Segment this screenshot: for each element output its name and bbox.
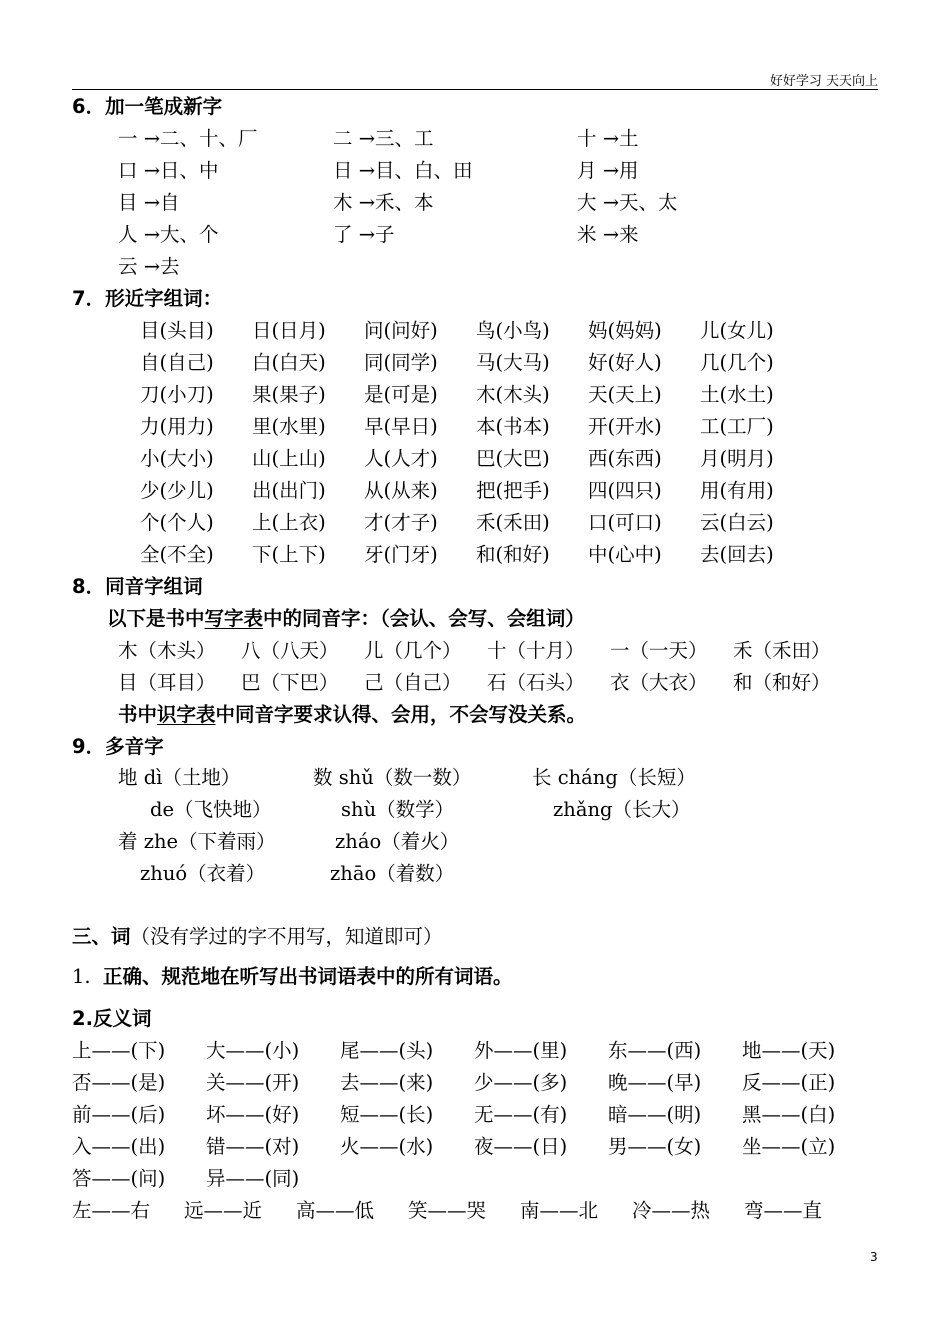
table-cell: 人 →大、个	[118, 223, 219, 246]
antonym-pair: 短——(长)	[340, 1103, 434, 1126]
table-cell: 目（耳目）	[118, 671, 216, 694]
note-text: 中同音字要求认得、会用，不会写没关系。	[215, 703, 587, 726]
table-cell: 自(自己)	[140, 351, 214, 374]
antonym-pair: 反——(正)	[742, 1071, 836, 1094]
header-rule	[72, 89, 878, 90]
table-cell: 本(书本)	[476, 415, 550, 438]
polyphone-entry: zháo（着火）	[335, 830, 460, 853]
table-cell: 目 →自	[118, 191, 180, 214]
intro-text: 以下是书中	[107, 607, 205, 630]
part-3-title: 三、词	[72, 925, 131, 948]
antonym-pair: 关——(开)	[206, 1071, 300, 1094]
antonym-pair: 坏——(好)	[206, 1103, 300, 1126]
intro-underlined-term: 写字表	[204, 607, 264, 630]
polyphone-entry: 着 zhe（下着雨）	[118, 830, 276, 853]
table-cell: 上(上衣)	[252, 511, 326, 534]
antonym-pair: 去——(来)	[340, 1071, 434, 1094]
table-cell: 和(和好)	[476, 543, 550, 566]
table-cell: 一（一天）	[610, 639, 708, 662]
table-cell: 月(明月)	[700, 447, 774, 470]
table-cell: 果(果子)	[252, 383, 326, 406]
table-cell: 石（石头）	[487, 671, 585, 694]
antonym-pair: 火——(水)	[340, 1135, 434, 1158]
intro-text: 中的同音字：（会认、会写、会组词）	[263, 607, 585, 630]
antonym-pair: 否——(是)	[72, 1071, 166, 1094]
polyphone-entry: zhǎng（长大）	[553, 798, 691, 821]
antonym-pair: 冷——热	[632, 1199, 711, 1222]
table-cell: 一 →二、十、厂	[118, 127, 258, 150]
table-cell: 日(日月)	[252, 319, 326, 342]
antonym-pair: 高——低	[296, 1199, 375, 1222]
polyphone-entry: 地 dì（土地）	[118, 766, 241, 789]
table-cell: 工(工厂)	[700, 415, 774, 438]
table-cell: 少(少儿)	[140, 479, 214, 502]
table-cell: 鸟(小鸟)	[476, 319, 550, 342]
table-cell: 八（八天）	[241, 639, 339, 662]
section-8-title: 8．同音字组词	[72, 575, 203, 598]
table-cell: 木（木头）	[118, 639, 216, 662]
table-cell: 出(出门)	[252, 479, 326, 502]
table-cell: 是(可是)	[364, 383, 438, 406]
point-1	[72, 965, 513, 989]
point-1-number: 1.	[72, 965, 91, 988]
antonym-pair: 夜——(日)	[474, 1135, 568, 1158]
antonym-pair: 笑——哭	[408, 1199, 487, 1222]
table-cell: 四(四只)	[588, 479, 662, 502]
antonym-pair: 错——(对)	[206, 1135, 300, 1158]
table-cell: 衣（大衣）	[610, 671, 708, 694]
table-cell: 人(人才)	[364, 447, 438, 470]
table-cell: 天(天上)	[588, 383, 662, 406]
table-cell: 口 →日、中	[118, 159, 219, 182]
antonym-pair: 弯——直	[744, 1199, 823, 1222]
table-cell: 马(大马)	[476, 351, 550, 374]
antonym-pair: 尾——(头)	[340, 1039, 434, 1062]
table-cell: 云 →去	[118, 255, 180, 278]
table-cell: 开(开水)	[588, 415, 662, 438]
polyphone-entry: zhāo（着数）	[330, 862, 455, 885]
antonym-pair: 上——(下)	[72, 1039, 166, 1062]
polyphone-entry: 数 shǔ（数一数）	[313, 766, 472, 789]
table-cell: 牙(门牙)	[364, 543, 438, 566]
table-cell: 早(早日)	[364, 415, 438, 438]
antonym-pair: 地——(天)	[742, 1039, 836, 1062]
section-8-intro	[107, 607, 585, 631]
table-cell: 才(才子)	[364, 511, 438, 534]
antonym-pair: 大——(小)	[206, 1039, 300, 1062]
polyphone-entry: shù（数学）	[341, 798, 455, 821]
antonym-pair: 答——(问)	[72, 1167, 166, 1190]
page-number: 3	[870, 1250, 878, 1264]
table-cell: 土(水土)	[700, 383, 774, 406]
table-cell: 巴（下巴）	[241, 671, 339, 694]
table-cell: 力(用力)	[140, 415, 214, 438]
table-cell: 和（和好）	[733, 671, 831, 694]
table-cell: 刀(小刀)	[140, 383, 214, 406]
section-7-title: 7．形近字组词：	[72, 287, 223, 310]
table-cell: 了 →子	[333, 223, 395, 246]
table-cell: 日 →目、白、田	[333, 159, 473, 182]
antonym-pair: 黑——(白)	[742, 1103, 836, 1126]
table-cell: 里(水里)	[252, 415, 326, 438]
table-cell: 下(上下)	[252, 543, 326, 566]
table-cell: 十（十月）	[487, 639, 585, 662]
table-cell: 好(好人)	[588, 351, 662, 374]
note-underlined-term: 识字表	[157, 703, 216, 726]
antonym-pair: 坐——(立)	[742, 1135, 836, 1158]
section-6-title: 6．加一笔成新字	[72, 95, 223, 118]
point-2-title: 2.反义词	[72, 1007, 152, 1030]
antonym-pair: 入——(出)	[72, 1135, 166, 1158]
table-cell: 己（自己）	[364, 671, 462, 694]
polyphone-entry: 长 cháng（长短）	[532, 766, 696, 789]
table-cell: 木 →禾、本	[333, 191, 434, 214]
table-cell: 儿(女儿)	[700, 319, 774, 342]
table-cell: 禾(禾田)	[476, 511, 550, 534]
table-cell: 大 →天、太	[577, 191, 678, 214]
antonym-pair: 左——右	[72, 1199, 151, 1222]
header-text: 好好学习 天天向上	[769, 74, 878, 89]
point-1-text: 正确、规范地在听写出书词语表中的所有词语。	[103, 965, 513, 988]
antonym-pair: 少——(多)	[474, 1071, 568, 1094]
note-text: 书中	[118, 703, 158, 726]
antonym-pair: 东——(西)	[608, 1039, 702, 1062]
antonym-pair: 前——(后)	[72, 1103, 166, 1126]
table-cell: 口(可口)	[588, 511, 662, 534]
antonym-pair: 异——(同)	[206, 1167, 300, 1190]
table-cell: 二 →三、工	[333, 127, 434, 150]
table-cell: 问(问好)	[364, 319, 438, 342]
table-cell: 巴(大巴)	[476, 447, 550, 470]
table-cell: 用(有用)	[700, 479, 774, 502]
table-cell: 中(心中)	[588, 543, 662, 566]
section-9-title: 9．多音字	[72, 735, 164, 758]
table-cell: 从(从来)	[364, 479, 438, 502]
table-cell: 同(同学)	[364, 351, 438, 374]
table-cell: 个(个人)	[140, 511, 214, 534]
table-cell: 妈(妈妈)	[588, 319, 662, 342]
table-cell: 米 →来	[577, 223, 639, 246]
polyphone-entry: zhuó（衣着）	[140, 862, 266, 885]
table-cell: 儿（几个）	[364, 639, 462, 662]
table-cell: 目(头目)	[140, 319, 214, 342]
table-cell: 几(几个)	[700, 351, 774, 374]
table-cell: 山(上山)	[252, 447, 326, 470]
table-cell: 月 →用	[577, 159, 639, 182]
table-cell: 把(把手)	[476, 479, 550, 502]
antonym-pair: 无——(有)	[474, 1103, 568, 1126]
antonym-pair: 外——(里)	[474, 1039, 568, 1062]
antonym-pair: 暗——(明)	[608, 1103, 702, 1126]
table-cell: 十 →土	[577, 127, 639, 150]
polyphone-entry: de（飞快地）	[150, 798, 272, 821]
antonym-pair: 男——(女)	[608, 1135, 702, 1158]
part-3-heading	[72, 925, 443, 949]
table-cell: 云(白云)	[700, 511, 774, 534]
part-3-note: （没有学过的字不用写，知道即可）	[130, 925, 443, 948]
antonym-pair: 南——北	[520, 1199, 599, 1222]
table-cell: 小(大小)	[140, 447, 214, 470]
table-cell: 白(白天)	[252, 351, 326, 374]
table-cell: 木(木头)	[476, 383, 550, 406]
table-cell: 西(东西)	[588, 447, 662, 470]
table-cell: 禾（禾田）	[733, 639, 831, 662]
antonym-pair: 晚——(早)	[608, 1071, 702, 1094]
table-cell: 全(不全)	[140, 543, 214, 566]
antonym-pair: 远——近	[184, 1199, 263, 1222]
section-8-note	[118, 703, 586, 727]
table-cell: 去(回去)	[700, 543, 774, 566]
